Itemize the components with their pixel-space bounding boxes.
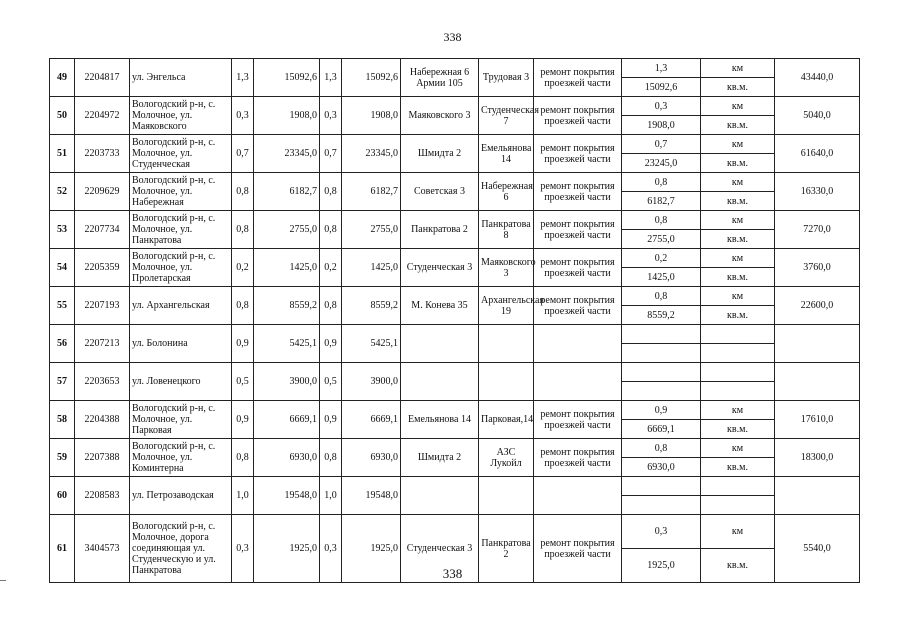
work-type: ремонт покрытия проезжей части bbox=[534, 439, 622, 477]
road-code: 2203733 bbox=[75, 135, 130, 173]
road-code: 2204817 bbox=[75, 59, 130, 97]
area-sqm: 1925,0 bbox=[254, 515, 320, 583]
section-from bbox=[401, 477, 479, 515]
work-area: 2755,0 bbox=[622, 230, 701, 249]
road-address: ул. Энгельса bbox=[130, 59, 232, 97]
unit-km: км bbox=[701, 249, 775, 268]
unit-sqm: кв.м. bbox=[701, 420, 775, 439]
row-number: 59 bbox=[50, 439, 75, 477]
unit-sqm: кв.м. bbox=[701, 230, 775, 249]
length-km-2: 0,8 bbox=[320, 287, 342, 325]
row-number: 51 bbox=[50, 135, 75, 173]
road-address: Вологодский р-н, с. Молочное, ул. Пролетарская bbox=[130, 249, 232, 287]
cost: 17610,0 bbox=[775, 401, 860, 439]
area-sqm: 6182,7 bbox=[254, 173, 320, 211]
unit-km: км bbox=[701, 97, 775, 116]
work-length: 0,8 bbox=[622, 211, 701, 230]
table-row bbox=[50, 477, 860, 496]
length-km: 0,8 bbox=[232, 211, 254, 249]
area-sqm: 1908,0 bbox=[254, 97, 320, 135]
work-type: ремонт покрытия проезжей части bbox=[534, 287, 622, 325]
road-code: 2204972 bbox=[75, 97, 130, 135]
section-from: Емельянова 14 bbox=[401, 401, 479, 439]
work-area: 23245,0 bbox=[622, 154, 701, 173]
road-address: ул. Петрозаводская bbox=[130, 477, 232, 515]
row-number: 53 bbox=[50, 211, 75, 249]
table-row bbox=[50, 59, 860, 78]
row-number: 60 bbox=[50, 477, 75, 515]
table-row bbox=[50, 325, 860, 344]
length-km-2: 0,8 bbox=[320, 211, 342, 249]
section-to: Маяковского 3 bbox=[479, 249, 534, 287]
length-km-2: 0,2 bbox=[320, 249, 342, 287]
unit-km bbox=[701, 477, 775, 496]
road-address: Вологодский р-н, с. Молочное, ул. Маяковского bbox=[130, 97, 232, 135]
row-number: 49 bbox=[50, 59, 75, 97]
area-sqm-2: 6182,7 bbox=[342, 173, 401, 211]
length-km-2: 1,0 bbox=[320, 477, 342, 515]
unit-sqm: кв.м. bbox=[701, 78, 775, 97]
cost: 43440,0 bbox=[775, 59, 860, 97]
work-length: 0,3 bbox=[622, 97, 701, 116]
row-number: 50 bbox=[50, 97, 75, 135]
unit-km: км bbox=[701, 135, 775, 154]
section-to: АЗС Лукойл bbox=[479, 439, 534, 477]
unit-km: км bbox=[701, 439, 775, 458]
section-from: Студенческая 3 bbox=[401, 249, 479, 287]
area-sqm: 19548,0 bbox=[254, 477, 320, 515]
unit-km: км bbox=[701, 211, 775, 230]
page-number-top: 338 bbox=[443, 30, 462, 44]
work-length: 0,3 bbox=[622, 515, 701, 549]
unit-sqm: кв.м. bbox=[701, 154, 775, 173]
work-type bbox=[534, 363, 622, 401]
area-sqm-2: 1925,0 bbox=[342, 515, 401, 583]
work-type: ремонт покрытия проезжей части bbox=[534, 173, 622, 211]
area-sqm-2: 2755,0 bbox=[342, 211, 401, 249]
unit-sqm: кв.м. bbox=[701, 192, 775, 211]
section-to: Трудовая 3 bbox=[479, 59, 534, 97]
section-from: Панкратова 2 bbox=[401, 211, 479, 249]
road-address: ул. Болонина bbox=[130, 325, 232, 363]
cost: 3760,0 bbox=[775, 249, 860, 287]
length-km-2: 0,9 bbox=[320, 401, 342, 439]
row-number: 61 bbox=[50, 515, 75, 583]
length-km-2: 0,9 bbox=[320, 325, 342, 363]
section-to: Панкратова 2 bbox=[479, 515, 534, 583]
road-code: 2203653 bbox=[75, 363, 130, 401]
road-address: ул. Ловенецкого bbox=[130, 363, 232, 401]
area-sqm-2: 1908,0 bbox=[342, 97, 401, 135]
work-area bbox=[622, 382, 701, 401]
work-area: 15092,6 bbox=[622, 78, 701, 97]
road-address: Вологодский р-н, с. Молочное, ул. Набережная bbox=[130, 173, 232, 211]
area-sqm: 6930,0 bbox=[254, 439, 320, 477]
area-sqm: 23345,0 bbox=[254, 135, 320, 173]
work-type bbox=[534, 325, 622, 363]
area-sqm: 1425,0 bbox=[254, 249, 320, 287]
work-area bbox=[622, 496, 701, 515]
table-row bbox=[50, 439, 860, 458]
length-km: 0,2 bbox=[232, 249, 254, 287]
row-number: 56 bbox=[50, 325, 75, 363]
road-code: 2208583 bbox=[75, 477, 130, 515]
work-length: 0,2 bbox=[622, 249, 701, 268]
row-number: 58 bbox=[50, 401, 75, 439]
table-row bbox=[50, 249, 860, 268]
road-code: 2207734 bbox=[75, 211, 130, 249]
work-length: 0,8 bbox=[622, 439, 701, 458]
work-area: 6669,1 bbox=[622, 420, 701, 439]
length-km: 1,3 bbox=[232, 59, 254, 97]
work-area: 6930,0 bbox=[622, 458, 701, 477]
area-sqm: 15092,6 bbox=[254, 59, 320, 97]
work-type: ремонт покрытия проезжей части bbox=[534, 59, 622, 97]
cost bbox=[775, 325, 860, 363]
road-address: ул. Архангельская bbox=[130, 287, 232, 325]
cost bbox=[775, 363, 860, 401]
section-to: Студенческая 7 bbox=[479, 97, 534, 135]
section-to bbox=[479, 363, 534, 401]
length-km: 0,8 bbox=[232, 439, 254, 477]
area-sqm-2: 23345,0 bbox=[342, 135, 401, 173]
length-km: 0,9 bbox=[232, 401, 254, 439]
cost bbox=[775, 477, 860, 515]
area-sqm-2: 15092,6 bbox=[342, 59, 401, 97]
length-km-2: 0,7 bbox=[320, 135, 342, 173]
work-type: ремонт покрытия проезжей части bbox=[534, 135, 622, 173]
length-km: 0,7 bbox=[232, 135, 254, 173]
work-type: ремонт покрытия проезжей части bbox=[534, 249, 622, 287]
area-sqm-2: 1425,0 bbox=[342, 249, 401, 287]
section-from: Шмидта 2 bbox=[401, 135, 479, 173]
length-km: 1,0 bbox=[232, 477, 254, 515]
unit-sqm: кв.м. bbox=[701, 116, 775, 135]
road-code: 2207388 bbox=[75, 439, 130, 477]
length-km-2: 0,8 bbox=[320, 173, 342, 211]
area-sqm-2: 3900,0 bbox=[342, 363, 401, 401]
section-to bbox=[479, 477, 534, 515]
area-sqm: 2755,0 bbox=[254, 211, 320, 249]
length-km-2: 0,3 bbox=[320, 97, 342, 135]
road-code: 2209629 bbox=[75, 173, 130, 211]
section-from: Шмидта 2 bbox=[401, 439, 479, 477]
section-from bbox=[401, 363, 479, 401]
unit-sqm: кв.м. bbox=[701, 306, 775, 325]
unit-sqm: кв.м. bbox=[701, 268, 775, 287]
section-from: Студенческая 3 bbox=[401, 515, 479, 583]
row-number: 55 bbox=[50, 287, 75, 325]
length-km: 0,8 bbox=[232, 173, 254, 211]
work-area: 1925,0 bbox=[622, 549, 701, 583]
length-km: 0,9 bbox=[232, 325, 254, 363]
table-row bbox=[50, 97, 860, 116]
section-to: Панкратова 8 bbox=[479, 211, 534, 249]
row-number: 54 bbox=[50, 249, 75, 287]
table-row bbox=[50, 211, 860, 230]
area-sqm: 5425,1 bbox=[254, 325, 320, 363]
unit-sqm: кв.м. bbox=[701, 458, 775, 477]
unit-km: км bbox=[701, 287, 775, 306]
table-row bbox=[50, 363, 860, 382]
section-to: Архангельская 19 bbox=[479, 287, 534, 325]
unit-km: км bbox=[701, 401, 775, 420]
unit-km: км bbox=[701, 515, 775, 549]
section-from bbox=[401, 325, 479, 363]
road-address: Вологодский р-н, с. Молочное, ул. Панкратова bbox=[130, 211, 232, 249]
cost: 18300,0 bbox=[775, 439, 860, 477]
edge-mark bbox=[0, 580, 6, 581]
length-km-2: 0,5 bbox=[320, 363, 342, 401]
table-row bbox=[50, 135, 860, 154]
work-length bbox=[622, 363, 701, 382]
cost: 7270,0 bbox=[775, 211, 860, 249]
section-to: Емельянова 14 bbox=[479, 135, 534, 173]
work-type: ремонт покрытия проезжей части bbox=[534, 211, 622, 249]
length-km-2: 1,3 bbox=[320, 59, 342, 97]
length-km-2: 0,8 bbox=[320, 439, 342, 477]
cost: 5040,0 bbox=[775, 97, 860, 135]
road-code: 3404573 bbox=[75, 515, 130, 583]
area-sqm-2: 5425,1 bbox=[342, 325, 401, 363]
work-area: 1425,0 bbox=[622, 268, 701, 287]
area-sqm-2: 6669,1 bbox=[342, 401, 401, 439]
work-area: 6182,7 bbox=[622, 192, 701, 211]
table-row bbox=[50, 515, 860, 549]
area-sqm: 8559,2 bbox=[254, 287, 320, 325]
work-length bbox=[622, 477, 701, 496]
cost: 22600,0 bbox=[775, 287, 860, 325]
road-address: Вологодский р-н, с. Молочное, дорога соединяющая ул. Студенческую и ул. Панкратова bbox=[130, 515, 232, 583]
cost: 16330,0 bbox=[775, 173, 860, 211]
road-address: Вологодский р-н, с. Молочное, ул. Студенческая bbox=[130, 135, 232, 173]
work-area bbox=[622, 344, 701, 363]
work-length bbox=[622, 325, 701, 344]
unit-km: км bbox=[701, 173, 775, 192]
area-sqm: 6669,1 bbox=[254, 401, 320, 439]
section-from: Набережная 6 Армии 105 bbox=[401, 59, 479, 97]
area-sqm-2: 6930,0 bbox=[342, 439, 401, 477]
section-from: Маяковского 3 bbox=[401, 97, 479, 135]
table-row bbox=[50, 401, 860, 420]
cost: 5540,0 bbox=[775, 515, 860, 583]
work-type: ремонт покрытия проезжей части bbox=[534, 401, 622, 439]
work-length: 0,8 bbox=[622, 287, 701, 306]
section-from: М. Конева 35 bbox=[401, 287, 479, 325]
work-length: 1,3 bbox=[622, 59, 701, 78]
road-code: 2207193 bbox=[75, 287, 130, 325]
row-number: 52 bbox=[50, 173, 75, 211]
unit-sqm bbox=[701, 344, 775, 363]
unit-sqm bbox=[701, 382, 775, 401]
length-km: 0,3 bbox=[232, 515, 254, 583]
unit-km bbox=[701, 325, 775, 344]
unit-km: км bbox=[701, 59, 775, 78]
length-km: 0,5 bbox=[232, 363, 254, 401]
cost: 61640,0 bbox=[775, 135, 860, 173]
road-code: 2205359 bbox=[75, 249, 130, 287]
work-length: 0,9 bbox=[622, 401, 701, 420]
work-area: 1908,0 bbox=[622, 116, 701, 135]
work-length: 0,8 bbox=[622, 173, 701, 192]
work-area: 8559,2 bbox=[622, 306, 701, 325]
section-to bbox=[479, 325, 534, 363]
unit-sqm: кв.м. bbox=[701, 549, 775, 583]
area-sqm-2: 8559,2 bbox=[342, 287, 401, 325]
unit-km bbox=[701, 363, 775, 382]
road-address: Вологодский р-н, с. Молочное, ул. Парковая bbox=[130, 401, 232, 439]
road-address: Вологодский р-н, с. Молочное, ул. Коминтерна bbox=[130, 439, 232, 477]
table-row bbox=[50, 173, 860, 192]
section-from: Советская 3 bbox=[401, 173, 479, 211]
work-type: ремонт покрытия проезжей части bbox=[534, 97, 622, 135]
row-number: 57 bbox=[50, 363, 75, 401]
unit-sqm bbox=[701, 496, 775, 515]
road-repair-table bbox=[49, 58, 860, 583]
length-km: 0,3 bbox=[232, 97, 254, 135]
road-code: 2204388 bbox=[75, 401, 130, 439]
area-sqm: 3900,0 bbox=[254, 363, 320, 401]
section-to: Парковая,14 bbox=[479, 401, 534, 439]
table-row bbox=[50, 287, 860, 306]
section-to: Набережная 6 bbox=[479, 173, 534, 211]
work-length: 0,7 bbox=[622, 135, 701, 154]
area-sqm-2: 19548,0 bbox=[342, 477, 401, 515]
length-km-2: 0,3 bbox=[320, 515, 342, 583]
length-km: 0,8 bbox=[232, 287, 254, 325]
work-type: ремонт покрытия проезжей части bbox=[534, 515, 622, 583]
work-type bbox=[534, 477, 622, 515]
table-body bbox=[50, 59, 860, 583]
page-number-bottom: 338 bbox=[442, 566, 463, 581]
road-code: 2207213 bbox=[75, 325, 130, 363]
